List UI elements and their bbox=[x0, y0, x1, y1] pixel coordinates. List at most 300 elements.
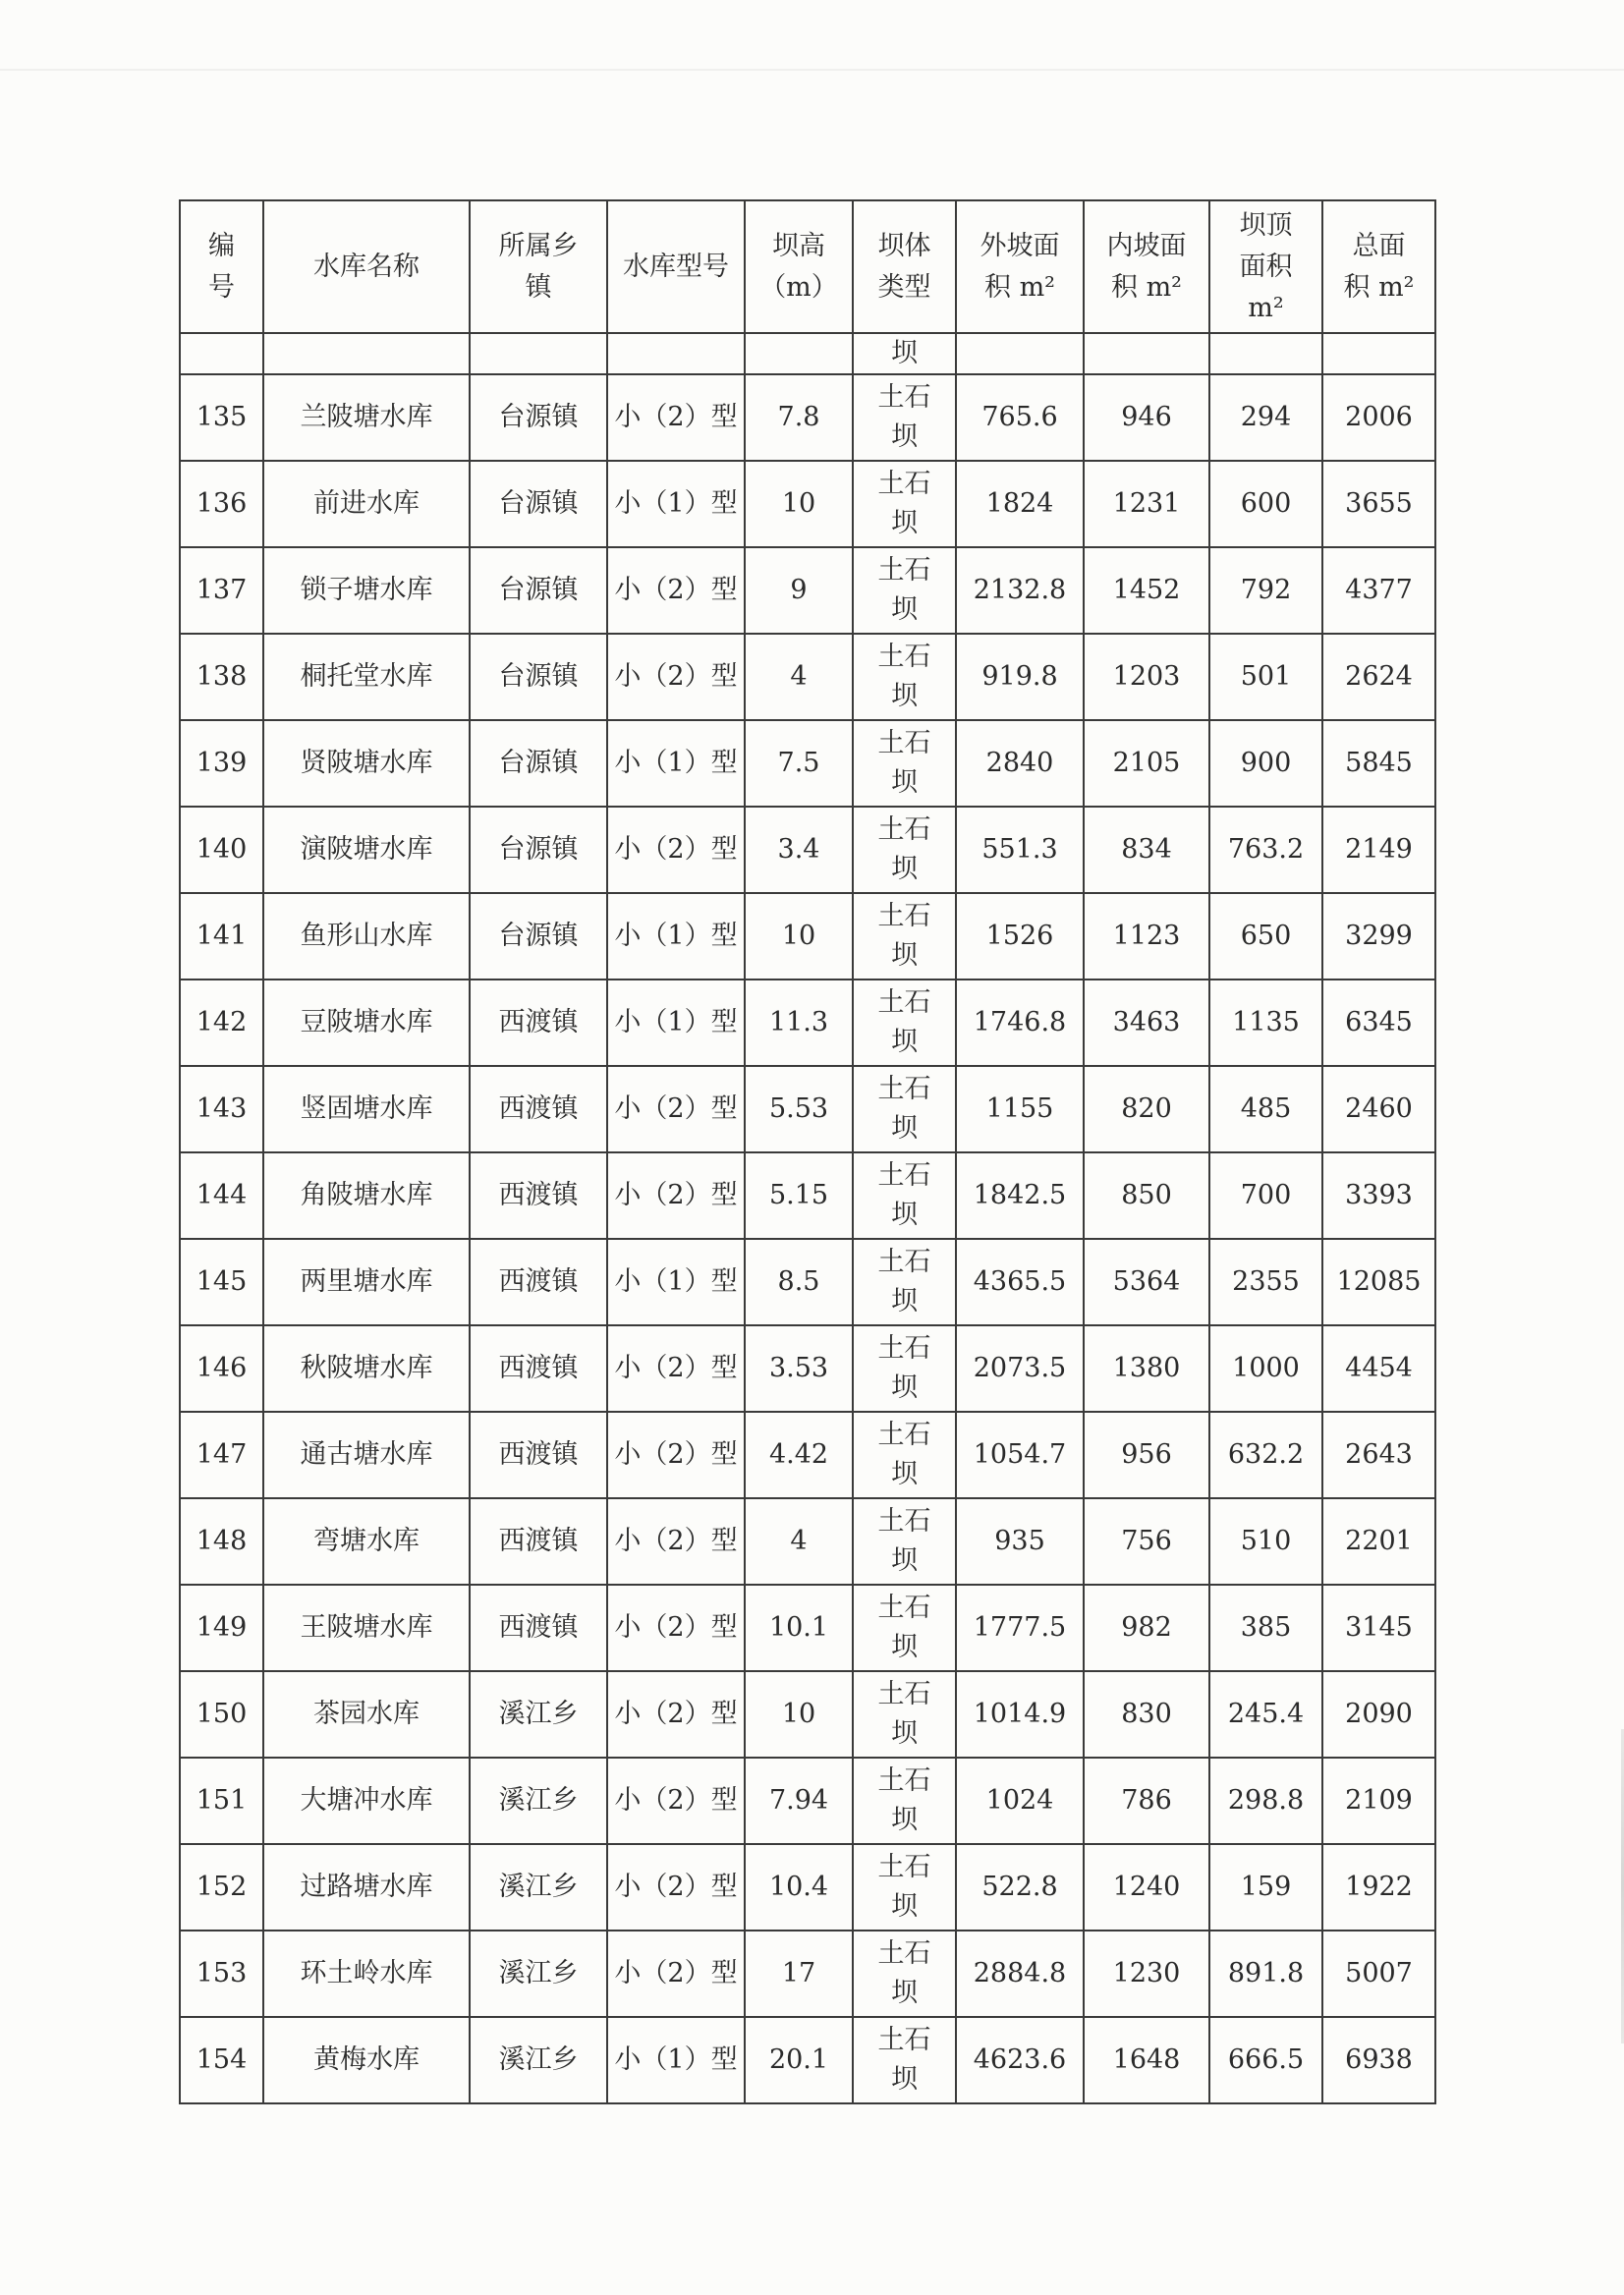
cell-crest-area: 485 bbox=[1209, 1066, 1322, 1152]
cell-total-area: 2624 bbox=[1322, 634, 1435, 720]
cell-dam-type bbox=[853, 1758, 956, 1844]
cell-id: 137 bbox=[180, 547, 263, 634]
cell-township: 台源镇 bbox=[470, 807, 607, 893]
header-total-area bbox=[1322, 200, 1435, 333]
cell-id: 145 bbox=[180, 1239, 263, 1325]
cell-crest-area: 632.2 bbox=[1209, 1412, 1322, 1498]
cell-outer-slope-area: 4623.6 bbox=[956, 2017, 1084, 2103]
cell-text: 坝 bbox=[891, 1718, 918, 1749]
cell-reservoir-type: 小（2）型 bbox=[607, 1758, 745, 1844]
cell-reservoir-name: 过路塘水库 bbox=[263, 1844, 470, 1931]
header-text: 坝高 bbox=[772, 230, 825, 261]
cell-dam-height: 3.4 bbox=[745, 807, 853, 893]
cell-text: 土石 bbox=[877, 1938, 931, 1969]
scan-shadow bbox=[0, 69, 1624, 71]
cell-id: 141 bbox=[180, 893, 263, 980]
cell-reservoir-type: 小（2）型 bbox=[607, 1844, 745, 1931]
cell-township: 溪江乡 bbox=[470, 2017, 607, 2103]
cell-reservoir-type: 小（2）型 bbox=[607, 1671, 745, 1758]
cell-reservoir-name: 角陂塘水库 bbox=[263, 1152, 470, 1239]
cell-dam-type bbox=[853, 720, 956, 807]
cell-text: 土石 bbox=[877, 1506, 931, 1537]
header-reservoir-type bbox=[607, 200, 745, 333]
cell-township: 台源镇 bbox=[470, 374, 607, 461]
cell-text: 土石 bbox=[877, 469, 931, 499]
table-row bbox=[180, 547, 1435, 634]
header-text: 积 m² bbox=[1110, 271, 1182, 303]
cell-total-area: 3655 bbox=[1322, 461, 1435, 547]
cell-text: 坝 bbox=[891, 594, 918, 625]
cell-reservoir-type bbox=[607, 333, 745, 374]
cell-township: 溪江乡 bbox=[470, 1671, 607, 1758]
cell-reservoir-name: 秋陂塘水库 bbox=[263, 1325, 470, 1412]
cell-dam-type: 坝 bbox=[853, 333, 956, 374]
cell-reservoir-type: 小（2）型 bbox=[607, 1498, 745, 1585]
header-crest-area bbox=[1209, 200, 1322, 333]
cell-reservoir-name: 贤陂塘水库 bbox=[263, 720, 470, 807]
cell-text: 坝 bbox=[891, 1978, 918, 2008]
cell-township: 台源镇 bbox=[470, 634, 607, 720]
cell-reservoir-name: 通古塘水库 bbox=[263, 1412, 470, 1498]
cell-text: 坝 bbox=[891, 1545, 918, 1576]
cell-reservoir-name: 前进水库 bbox=[263, 461, 470, 547]
cell-reservoir-name: 竖固塘水库 bbox=[263, 1066, 470, 1152]
cell-inner-slope-area: 1123 bbox=[1084, 893, 1209, 980]
cell-reservoir-name: 黄梅水库 bbox=[263, 2017, 470, 2103]
cell-reservoir-type: 小（1）型 bbox=[607, 980, 745, 1066]
cell-id: 139 bbox=[180, 720, 263, 807]
cell-reservoir-type: 小（2）型 bbox=[607, 1152, 745, 1239]
cell-outer-slope-area: 919.8 bbox=[956, 634, 1084, 720]
cell-inner-slope-area: 1231 bbox=[1084, 461, 1209, 547]
header-dam-type bbox=[853, 200, 956, 333]
cell-reservoir-name: 桐托堂水库 bbox=[263, 634, 470, 720]
cell-outer-slope-area: 765.6 bbox=[956, 374, 1084, 461]
cell-inner-slope-area: 5364 bbox=[1084, 1239, 1209, 1325]
cell-dam-type bbox=[853, 1498, 956, 1585]
cell-id: 151 bbox=[180, 1758, 263, 1844]
cell-id: 143 bbox=[180, 1066, 263, 1152]
cell-reservoir-type: 小（2）型 bbox=[607, 807, 745, 893]
cell-total-area: 5007 bbox=[1322, 1931, 1435, 2017]
cell-outer-slope-area: 1526 bbox=[956, 893, 1084, 980]
table-row bbox=[180, 2017, 1435, 2103]
cell-dam-type bbox=[853, 1585, 956, 1671]
cell-crest-area: 1135 bbox=[1209, 980, 1322, 1066]
cell-township: 西渡镇 bbox=[470, 980, 607, 1066]
cell-inner-slope-area: 834 bbox=[1084, 807, 1209, 893]
cell-inner-slope-area: 786 bbox=[1084, 1758, 1209, 1844]
table-row bbox=[180, 807, 1435, 893]
cell-text: 坝 bbox=[891, 1632, 918, 1662]
cell-reservoir-name: 豆陂塘水库 bbox=[263, 980, 470, 1066]
cell-total-area: 6345 bbox=[1322, 980, 1435, 1066]
cell-dam-type bbox=[853, 374, 956, 461]
cell-crest-area: 294 bbox=[1209, 374, 1322, 461]
cell-inner-slope-area: 956 bbox=[1084, 1412, 1209, 1498]
table-row bbox=[180, 1844, 1435, 1931]
cell-crest-area: 763.2 bbox=[1209, 807, 1322, 893]
cell-crest-area: 2355 bbox=[1209, 1239, 1322, 1325]
cell-total-area: 1922 bbox=[1322, 1844, 1435, 1931]
cell-reservoir-name: 锁子塘水库 bbox=[263, 547, 470, 634]
cell-text: 土石 bbox=[877, 987, 931, 1018]
cell-township: 溪江乡 bbox=[470, 1931, 607, 2017]
header-text: 所属乡 bbox=[498, 230, 579, 261]
cell-township: 西渡镇 bbox=[470, 1498, 607, 1585]
cell-crest-area: 159 bbox=[1209, 1844, 1322, 1931]
cell-reservoir-type: 小（1）型 bbox=[607, 2017, 745, 2103]
cell-id: 142 bbox=[180, 980, 263, 1066]
cell-dam-type bbox=[853, 2017, 956, 2103]
cell-text: 土石 bbox=[877, 1333, 931, 1364]
cell-reservoir-type: 小（2）型 bbox=[607, 1325, 745, 1412]
header-township bbox=[470, 200, 607, 333]
cell-township: 台源镇 bbox=[470, 893, 607, 980]
cell-id: 144 bbox=[180, 1152, 263, 1239]
cell-total-area: 6938 bbox=[1322, 2017, 1435, 2103]
cell-reservoir-type: 小（1）型 bbox=[607, 893, 745, 980]
cell-inner-slope-area: 946 bbox=[1084, 374, 1209, 461]
header-text: m² bbox=[1248, 292, 1284, 323]
cell-outer-slope-area: 2132.8 bbox=[956, 547, 1084, 634]
cell-dam-type bbox=[853, 1325, 956, 1412]
cell-dam-type bbox=[853, 1239, 956, 1325]
cell-total-area: 3393 bbox=[1322, 1152, 1435, 1239]
cell-text: 土石 bbox=[877, 382, 931, 413]
table-row bbox=[180, 374, 1435, 461]
cell-township: 台源镇 bbox=[470, 547, 607, 634]
cell-dam-height: 10 bbox=[745, 461, 853, 547]
cell-inner-slope-area: 850 bbox=[1084, 1152, 1209, 1239]
cell-outer-slope-area bbox=[956, 333, 1084, 374]
cell-reservoir-name: 弯塘水库 bbox=[263, 1498, 470, 1585]
table-row bbox=[180, 461, 1435, 547]
cell-dam-type bbox=[853, 1066, 956, 1152]
cell-reservoir-name: 兰陂塘水库 bbox=[263, 374, 470, 461]
header-text: 类型 bbox=[877, 271, 931, 303]
cell-crest-area bbox=[1209, 333, 1322, 374]
cell-text: 土石 bbox=[877, 728, 931, 758]
cell-crest-area: 1000 bbox=[1209, 1325, 1322, 1412]
table-row bbox=[180, 1585, 1435, 1671]
cell-id: 140 bbox=[180, 807, 263, 893]
cell-crest-area: 600 bbox=[1209, 461, 1322, 547]
cell-text: 坝 bbox=[891, 1286, 918, 1316]
cell-reservoir-type: 小（2）型 bbox=[607, 1585, 745, 1671]
cell-inner-slope-area bbox=[1084, 333, 1209, 374]
cell-outer-slope-area: 551.3 bbox=[956, 807, 1084, 893]
cell-township: 溪江乡 bbox=[470, 1844, 607, 1931]
cell-text: 坝 bbox=[891, 940, 918, 971]
cell-text: 土石 bbox=[877, 555, 931, 586]
table-row bbox=[180, 980, 1435, 1066]
cell-township: 西渡镇 bbox=[470, 1152, 607, 1239]
cell-text: 坝 bbox=[891, 1805, 918, 1835]
cell-dam-height: 7.8 bbox=[745, 374, 853, 461]
table-row bbox=[180, 1412, 1435, 1498]
cell-reservoir-type: 小（2）型 bbox=[607, 1931, 745, 2017]
cell-dam-type bbox=[853, 1412, 956, 1498]
cell-outer-slope-area: 1824 bbox=[956, 461, 1084, 547]
cell-inner-slope-area: 982 bbox=[1084, 1585, 1209, 1671]
cell-dam-type bbox=[853, 547, 956, 634]
cell-reservoir-type: 小（2）型 bbox=[607, 374, 745, 461]
table-body bbox=[180, 333, 1435, 2103]
cell-reservoir-name: 环土岭水库 bbox=[263, 1931, 470, 2017]
cell-dam-height: 4 bbox=[745, 1498, 853, 1585]
cell-dam-type bbox=[853, 634, 956, 720]
cell-outer-slope-area: 1024 bbox=[956, 1758, 1084, 1844]
cell-id: 136 bbox=[180, 461, 263, 547]
cell-dam-height: 5.15 bbox=[745, 1152, 853, 1239]
cell-reservoir-name: 茶园水库 bbox=[263, 1671, 470, 1758]
cell-id: 150 bbox=[180, 1671, 263, 1758]
cell-dam-height: 17 bbox=[745, 1931, 853, 2017]
cell-id: 147 bbox=[180, 1412, 263, 1498]
cell-dam-type bbox=[853, 1671, 956, 1758]
table-row bbox=[180, 1239, 1435, 1325]
cell-township: 西渡镇 bbox=[470, 1066, 607, 1152]
table-row bbox=[180, 1498, 1435, 1585]
cell-township: 西渡镇 bbox=[470, 1239, 607, 1325]
cell-reservoir-name: 大塘冲水库 bbox=[263, 1758, 470, 1844]
header-text: 积 m² bbox=[1343, 271, 1415, 303]
cell-total-area: 2201 bbox=[1322, 1498, 1435, 1585]
cell-id: 148 bbox=[180, 1498, 263, 1585]
header-outer-slope-area bbox=[956, 200, 1084, 333]
cell-outer-slope-area: 2840 bbox=[956, 720, 1084, 807]
cell-outer-slope-area: 1746.8 bbox=[956, 980, 1084, 1066]
cell-inner-slope-area: 1648 bbox=[1084, 2017, 1209, 2103]
cell-outer-slope-area: 1777.5 bbox=[956, 1585, 1084, 1671]
cell-text: 坝 bbox=[891, 1113, 918, 1144]
cell-text: 土石 bbox=[877, 901, 931, 931]
cell-inner-slope-area: 1380 bbox=[1084, 1325, 1209, 1412]
cell-township: 西渡镇 bbox=[470, 1585, 607, 1671]
cell-dam-height: 7.94 bbox=[745, 1758, 853, 1844]
cell-text: 坝 bbox=[891, 1891, 918, 1922]
table-row bbox=[180, 1758, 1435, 1844]
table-row bbox=[180, 1066, 1435, 1152]
header-text: 编 bbox=[208, 230, 235, 261]
cell-outer-slope-area: 1842.5 bbox=[956, 1152, 1084, 1239]
cell-dam-height: 10 bbox=[745, 893, 853, 980]
cell-township: 西渡镇 bbox=[470, 1412, 607, 1498]
cell-text: 土石 bbox=[877, 1852, 931, 1882]
header-text: 水库型号 bbox=[623, 251, 729, 282]
cell-reservoir-type: 小（1）型 bbox=[607, 461, 745, 547]
cell-text: 土石 bbox=[877, 814, 931, 845]
cell-outer-slope-area: 1014.9 bbox=[956, 1671, 1084, 1758]
cell-reservoir-name bbox=[263, 333, 470, 374]
cell-inner-slope-area: 2105 bbox=[1084, 720, 1209, 807]
cell-dam-height: 10 bbox=[745, 1671, 853, 1758]
cell-total-area: 3145 bbox=[1322, 1585, 1435, 1671]
cell-total-area: 5845 bbox=[1322, 720, 1435, 807]
cell-text: 土石 bbox=[877, 642, 931, 672]
cell-text: 土石 bbox=[877, 1247, 931, 1277]
cell-dam-type bbox=[853, 980, 956, 1066]
header-text: 积 m² bbox=[983, 271, 1055, 303]
cell-outer-slope-area: 935 bbox=[956, 1498, 1084, 1585]
cell-text: 坝 bbox=[891, 421, 918, 452]
cell-reservoir-type: 小（2）型 bbox=[607, 634, 745, 720]
cell-township: 台源镇 bbox=[470, 461, 607, 547]
cell-dam-type bbox=[853, 1152, 956, 1239]
cell-text: 土石 bbox=[877, 1074, 931, 1104]
cell-dam-height: 10.4 bbox=[745, 1844, 853, 1931]
cell-outer-slope-area: 522.8 bbox=[956, 1844, 1084, 1931]
header-text: （m） bbox=[759, 271, 838, 303]
cell-text: 坝 bbox=[891, 1372, 918, 1403]
table-row bbox=[180, 893, 1435, 980]
cell-text: 坝 bbox=[891, 1027, 918, 1057]
cell-crest-area: 900 bbox=[1209, 720, 1322, 807]
cell-total-area: 2149 bbox=[1322, 807, 1435, 893]
header-row bbox=[180, 200, 1435, 333]
table-row bbox=[180, 634, 1435, 720]
cell-id: 149 bbox=[180, 1585, 263, 1671]
cell-text: 土石 bbox=[877, 1593, 931, 1623]
cell-total-area bbox=[1322, 333, 1435, 374]
cell-crest-area: 385 bbox=[1209, 1585, 1322, 1671]
cell-total-area: 2643 bbox=[1322, 1412, 1435, 1498]
cell-township: 西渡镇 bbox=[470, 1325, 607, 1412]
cell-text: 坝 bbox=[891, 767, 918, 798]
cell-dam-height: 7.5 bbox=[745, 720, 853, 807]
cell-dam-height: 20.1 bbox=[745, 2017, 853, 2103]
cell-crest-area: 700 bbox=[1209, 1152, 1322, 1239]
cell-text: 坝 bbox=[891, 1459, 918, 1489]
cell-id: 135 bbox=[180, 374, 263, 461]
cell-text: 土石 bbox=[877, 1420, 931, 1450]
table-row bbox=[180, 1152, 1435, 1239]
cell-reservoir-name: 王陂塘水库 bbox=[263, 1585, 470, 1671]
cell-township bbox=[470, 333, 607, 374]
cell-total-area: 4377 bbox=[1322, 547, 1435, 634]
cell-dam-height: 9 bbox=[745, 547, 853, 634]
cell-text: 坝 bbox=[891, 508, 918, 538]
cell-dam-type bbox=[853, 1931, 956, 2017]
cell-id: 146 bbox=[180, 1325, 263, 1412]
cell-dam-height: 4 bbox=[745, 634, 853, 720]
cell-dam-height: 11.3 bbox=[745, 980, 853, 1066]
header-text: 坝顶 bbox=[1239, 209, 1293, 241]
header-text: 水库名称 bbox=[313, 251, 420, 282]
cell-dam-height: 4.42 bbox=[745, 1412, 853, 1498]
cell-total-area: 4454 bbox=[1322, 1325, 1435, 1412]
cell-outer-slope-area: 4365.5 bbox=[956, 1239, 1084, 1325]
cell-crest-area: 298.8 bbox=[1209, 1758, 1322, 1844]
cell-text: 土石 bbox=[877, 1679, 931, 1709]
cell-inner-slope-area: 830 bbox=[1084, 1671, 1209, 1758]
cell-text: 土石 bbox=[877, 2025, 931, 2055]
cell-dam-height: 10.1 bbox=[745, 1585, 853, 1671]
cell-outer-slope-area: 1054.7 bbox=[956, 1412, 1084, 1498]
table-row bbox=[180, 720, 1435, 807]
table-row bbox=[180, 1671, 1435, 1758]
cell-outer-slope-area: 2073.5 bbox=[956, 1325, 1084, 1412]
header-id bbox=[180, 200, 263, 333]
cell-dam-height: 3.53 bbox=[745, 1325, 853, 1412]
cell-dam-height: 5.53 bbox=[745, 1066, 853, 1152]
cell-text: 土石 bbox=[877, 1765, 931, 1796]
cell-text: 坝 bbox=[891, 1200, 918, 1230]
cell-reservoir-type: 小（2）型 bbox=[607, 1066, 745, 1152]
cell-total-area: 2090 bbox=[1322, 1671, 1435, 1758]
cell-crest-area: 792 bbox=[1209, 547, 1322, 634]
cell-total-area: 3299 bbox=[1322, 893, 1435, 980]
table-row bbox=[180, 1325, 1435, 1412]
cell-inner-slope-area: 1203 bbox=[1084, 634, 1209, 720]
header-text: 外坡面 bbox=[980, 230, 1060, 261]
cell-reservoir-name: 两里塘水库 bbox=[263, 1239, 470, 1325]
table-row bbox=[180, 1931, 1435, 2017]
cell-dam-type bbox=[853, 893, 956, 980]
cell-reservoir-type: 小（1）型 bbox=[607, 1239, 745, 1325]
cell-outer-slope-area: 2884.8 bbox=[956, 1931, 1084, 2017]
header-inner-slope-area bbox=[1084, 200, 1209, 333]
cell-text: 坝 bbox=[891, 681, 918, 711]
cell-inner-slope-area: 820 bbox=[1084, 1066, 1209, 1152]
cell-inner-slope-area: 1230 bbox=[1084, 1931, 1209, 2017]
cell-dam-type bbox=[853, 807, 956, 893]
cell-inner-slope-area: 1240 bbox=[1084, 1844, 1209, 1931]
cell-text: 土石 bbox=[877, 1160, 931, 1191]
header-text: 内坡面 bbox=[1106, 230, 1187, 261]
header-dam-height bbox=[745, 200, 853, 333]
cell-id: 138 bbox=[180, 634, 263, 720]
cell-crest-area: 891.8 bbox=[1209, 1931, 1322, 2017]
cell-township: 溪江乡 bbox=[470, 1758, 607, 1844]
cell-dam-type bbox=[853, 1844, 956, 1931]
cell-reservoir-name: 鱼形山水库 bbox=[263, 893, 470, 980]
cell-township: 台源镇 bbox=[470, 720, 607, 807]
cell-id: 154 bbox=[180, 2017, 263, 2103]
cell-inner-slope-area: 1452 bbox=[1084, 547, 1209, 634]
header-text: 面积 bbox=[1239, 251, 1293, 282]
cell-crest-area: 650 bbox=[1209, 893, 1322, 980]
header-text: 坝体 bbox=[877, 230, 931, 261]
cell-total-area: 2006 bbox=[1322, 374, 1435, 461]
cell-dam-type bbox=[853, 461, 956, 547]
cell-reservoir-type: 小（2）型 bbox=[607, 547, 745, 634]
header-text: 总面 bbox=[1352, 230, 1406, 261]
header-text: 镇 bbox=[525, 271, 552, 303]
cell-crest-area: 510 bbox=[1209, 1498, 1322, 1585]
cell-inner-slope-area: 756 bbox=[1084, 1498, 1209, 1585]
cell-crest-area: 666.5 bbox=[1209, 2017, 1322, 2103]
cell-id: 152 bbox=[180, 1844, 263, 1931]
continuation-row bbox=[180, 333, 1435, 374]
cell-outer-slope-area: 1155 bbox=[956, 1066, 1084, 1152]
header-text: 号 bbox=[208, 271, 235, 303]
cell-reservoir-type: 小（2）型 bbox=[607, 1412, 745, 1498]
cell-id: 153 bbox=[180, 1931, 263, 2017]
cell-dam-height: 8.5 bbox=[745, 1239, 853, 1325]
cell-text: 坝 bbox=[891, 854, 918, 884]
cell-total-area: 12085 bbox=[1322, 1239, 1435, 1325]
cell-inner-slope-area: 3463 bbox=[1084, 980, 1209, 1066]
cell-reservoir-type: 小（1）型 bbox=[607, 720, 745, 807]
cell-text: 坝 bbox=[891, 2064, 918, 2095]
cell-crest-area: 501 bbox=[1209, 634, 1322, 720]
reservoir-table bbox=[179, 199, 1436, 2104]
cell-total-area: 2460 bbox=[1322, 1066, 1435, 1152]
cell-reservoir-name: 演陂塘水库 bbox=[263, 807, 470, 893]
cell-id bbox=[180, 333, 263, 374]
